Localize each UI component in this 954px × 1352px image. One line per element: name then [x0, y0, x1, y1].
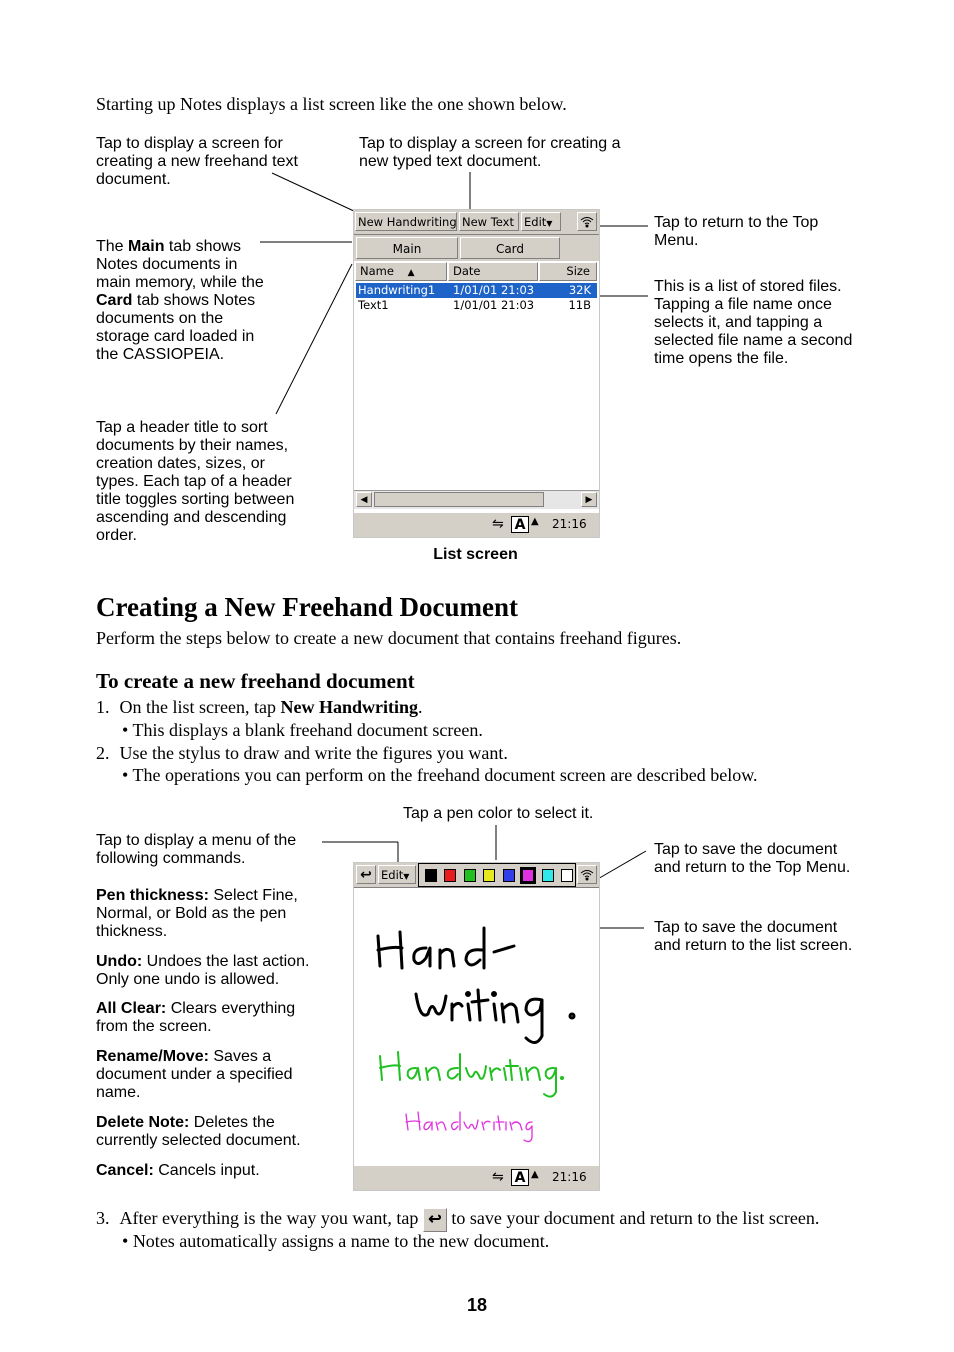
annotation-pen-color: Tap a pen color to select it. — [403, 805, 594, 822]
clock: 21:16 — [552, 517, 587, 531]
wireless-icon — [580, 868, 594, 882]
pen-color-green[interactable] — [464, 869, 476, 882]
subsection-title: To create a new freehand document — [96, 669, 415, 693]
header-name[interactable]: Name ▲ — [355, 262, 447, 281]
freehand-toolbar — [354, 863, 599, 888]
annotation-save-top: Tap to save the document and return to the Top Menu. — [654, 841, 851, 876]
return-arrow-icon: ↩ — [360, 867, 372, 883]
section-intro: Perform the steps below to create a new document that contains freehand figures. — [96, 628, 682, 648]
file-date: 1/01/01 21:03 — [453, 283, 535, 297]
pen-color-white[interactable] — [561, 869, 573, 882]
file-row[interactable] — [356, 298, 597, 313]
black-handwriting — [378, 928, 574, 1043]
annotation-sort-header: Tap a header title to sort documents by their names, creation dates, sizes, or types. Each tap of a header title toggles sorting between ascending and descending order. — [96, 419, 295, 544]
tab-card[interactable]: Card — [460, 237, 560, 259]
save-return-icon: ↩ — [423, 1208, 447, 1232]
command-cancel: Cancel: Cancels input. — [96, 1162, 260, 1179]
step-1-bullet: • This displays a blank freehand document screen. — [122, 720, 483, 740]
step-2: 2. Use the stylus to draw and write the figures you want. — [96, 743, 508, 763]
input-method-icon[interactable]: ⇋ — [492, 1169, 504, 1185]
sort-ascending-icon: ▲ — [407, 268, 415, 278]
file-size: 11B — [568, 298, 591, 312]
annotation-menu: Tap to display a menu of the following commands. — [96, 832, 297, 867]
pen-color-cyan[interactable] — [542, 869, 554, 882]
command-rename-move: Rename/Move: Saves a document under a specified name. — [96, 1048, 293, 1101]
save-return-button[interactable] — [356, 865, 376, 884]
top-menu-button[interactable] — [577, 865, 597, 884]
magenta-handwriting — [406, 1112, 532, 1142]
step-3: 3. After everything is the way you want, tap ↩ to save your document and return to the list screen. — [96, 1207, 819, 1232]
green-handwriting — [380, 1052, 563, 1097]
tab-main[interactable]: Main — [356, 237, 458, 259]
file-date: 1/01/01 21:03 — [453, 298, 535, 312]
step-2-bullet: • The operations you can perform on the freehand document screen are described below. — [122, 765, 758, 785]
pen-color-magenta[interactable] — [522, 869, 534, 882]
annotation-new-text: Tap to display a screen for creating a new typed text document. — [359, 135, 621, 170]
pen-color-red[interactable] — [444, 869, 456, 882]
command-undo: Undo: Undoes the last action. Only one undo is allowed. — [96, 953, 310, 988]
page-number: 18 — [466, 1295, 488, 1315]
new-text-button[interactable]: New Text — [459, 212, 519, 231]
header-date[interactable]: Date — [448, 262, 538, 281]
clock: 21:16 — [552, 1170, 587, 1184]
pen-color-palette — [418, 863, 576, 887]
file-name: Text1 — [358, 298, 389, 312]
section-title: Creating a New Freehand Document — [96, 592, 518, 622]
scroll-right-icon[interactable]: ▶ — [581, 492, 597, 507]
annotation-save-list: Tap to save the document and return to the list screen. — [654, 919, 853, 954]
horizontal-scrollbar[interactable] — [354, 490, 599, 509]
annotation-new-handwriting: Tap to display a screen for creating a new freehand text document. — [96, 135, 298, 188]
list-screen — [353, 209, 600, 538]
file-name: Handwriting1 — [358, 283, 436, 297]
list-screen-caption: List screen — [433, 546, 518, 563]
wireless-icon — [580, 215, 594, 229]
annotation-top-menu: Tap to return to the Top Menu. — [654, 214, 819, 249]
drawing-canvas[interactable] — [354, 888, 599, 1163]
file-row[interactable] — [356, 283, 597, 298]
dropdown-arrow-icon: ▼ — [403, 872, 410, 881]
input-method-icon[interactable]: ⇋ — [492, 516, 504, 532]
new-handwriting-button[interactable]: New Handwriting — [355, 212, 457, 231]
freehand-screen — [353, 862, 600, 1191]
keyboard-a-icon[interactable]: A — [511, 1169, 529, 1186]
list-tabs — [354, 235, 599, 261]
scroll-left-icon[interactable]: ◀ — [356, 492, 372, 507]
dropdown-arrow-icon: ▼ — [546, 219, 553, 228]
step-3-bullet: • Notes automatically assigns a name to the new document. — [122, 1231, 550, 1251]
pen-color-black[interactable] — [425, 869, 437, 882]
command-delete-note: Delete Note: Deletes the currently selected document. — [96, 1114, 301, 1149]
keyboard-up-icon[interactable]: ▲ — [531, 516, 539, 527]
top-menu-button[interactable] — [577, 212, 597, 231]
pen-color-yellow[interactable] — [483, 869, 495, 882]
intro-text: Starting up Notes displays a list screen like the one shown below. — [96, 94, 567, 114]
keyboard-up-icon[interactable]: ▲ — [531, 1169, 539, 1180]
step-1: 1. On the list screen, tap New Handwriting. — [96, 697, 423, 717]
edit-menu-button[interactable]: Edit▼ — [521, 212, 561, 231]
freehand-taskbar — [354, 1165, 599, 1190]
pen-color-blue[interactable] — [503, 869, 515, 882]
annotation-stored-files: This is a list of stored files. Tapping a file name once selects it, and tapping a selected file name a second time opens the file. — [654, 278, 853, 367]
annotation-main-tab: The Main tab shows Notes documents in main memory, while the Card tab shows Notes documents on the storage card loaded in the CASSIOPEIA. — [96, 238, 264, 363]
list-toolbar — [354, 210, 599, 235]
command-pen-thickness: Pen thickness: Select Fine, Normal, or Bold as the pen thickness. — [96, 887, 298, 940]
file-size: 32K — [568, 283, 591, 297]
scroll-thumb[interactable] — [374, 492, 544, 507]
command-all-clear: All Clear: Clears everything from the screen. — [96, 1000, 296, 1035]
list-taskbar — [354, 512, 599, 537]
edit-menu-button[interactable]: Edit▼ — [378, 865, 416, 884]
keyboard-a-icon[interactable]: A — [511, 516, 529, 533]
header-size[interactable]: Size — [539, 262, 597, 281]
